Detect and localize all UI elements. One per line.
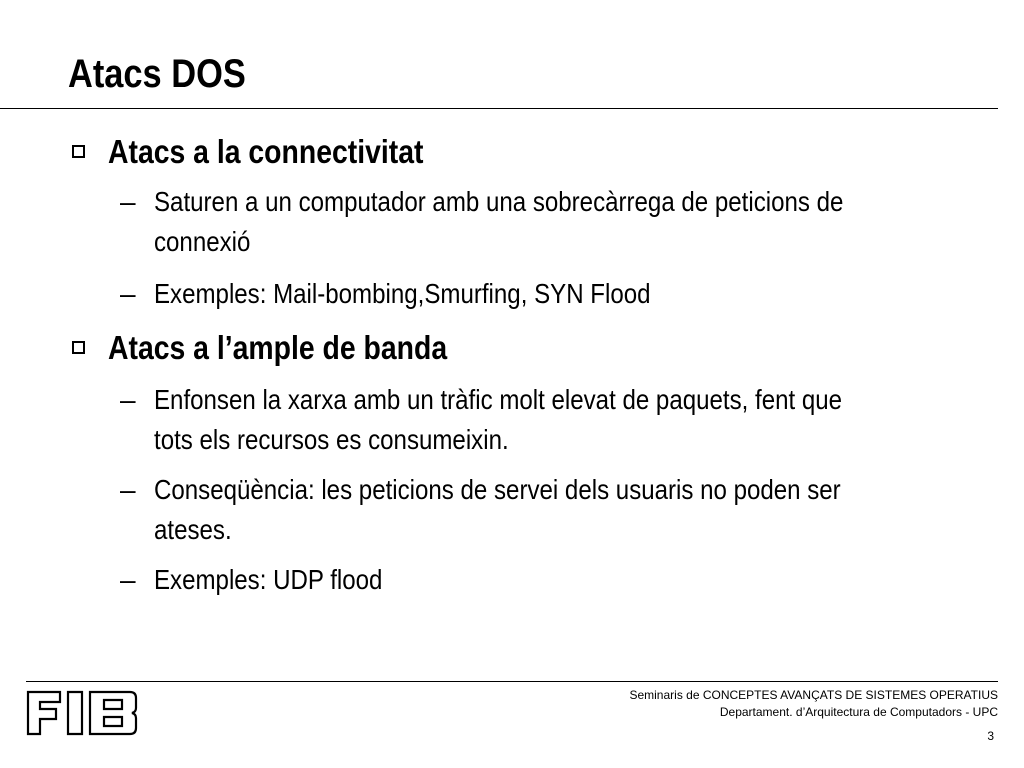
sub-bullet-line: ateses. — [154, 514, 232, 545]
footer-course: Seminaris de CONCEPTES AVANÇATS DE SISTEMES OPERATIUS — [629, 688, 998, 702]
sub-bullet-line: connexió — [154, 226, 251, 257]
dash-bullet-icon: – — [120, 278, 136, 309]
sub-bullet-line: Enfonsen la xarxa amb un tràfic molt elevat de paquets, fent que — [154, 384, 843, 415]
sub-bullet-line: Exemples: Mail-bombing,Smurfing, SYN Flood — [154, 278, 651, 309]
dash-bullet-icon: – — [120, 384, 136, 415]
sub-bullet — [120, 274, 980, 314]
sub-bullet — [120, 182, 980, 262]
sub-bullet — [120, 380, 980, 460]
sub-bullet-line: Saturen a un computador amb una sobrecàrrega de peticions de — [154, 186, 844, 217]
sub-bullet — [120, 470, 980, 550]
bullet-connectivity — [72, 132, 972, 172]
fib-logo — [26, 690, 138, 736]
sub-bullet-line: Conseqüència: les peticions de servei dels usuaris no poden ser — [154, 474, 841, 505]
bullet-heading: Atacs a l’ample de banda — [108, 329, 448, 366]
dash-bullet-icon: – — [120, 474, 136, 505]
slide-title: Atacs DOS — [68, 52, 246, 96]
sub-bullet-line: tots els recursos es consumeixin. — [154, 424, 509, 455]
footer-divider — [26, 681, 998, 682]
sub-bullet-line: Exemples: UDP flood — [154, 564, 383, 595]
dash-bullet-icon: – — [120, 186, 136, 217]
page-number: 3 — [987, 729, 994, 743]
bullet-heading: Atacs a la connectivitat — [108, 133, 424, 170]
square-bullet-icon — [72, 341, 85, 354]
sub-bullet — [120, 560, 980, 600]
bullet-bandwidth — [72, 328, 972, 368]
footer-department: Departament. d’Arquitectura de Computadors - UPC — [719, 705, 998, 719]
dash-bullet-icon: – — [120, 564, 136, 595]
square-bullet-icon — [72, 145, 85, 158]
title-divider — [0, 108, 998, 109]
